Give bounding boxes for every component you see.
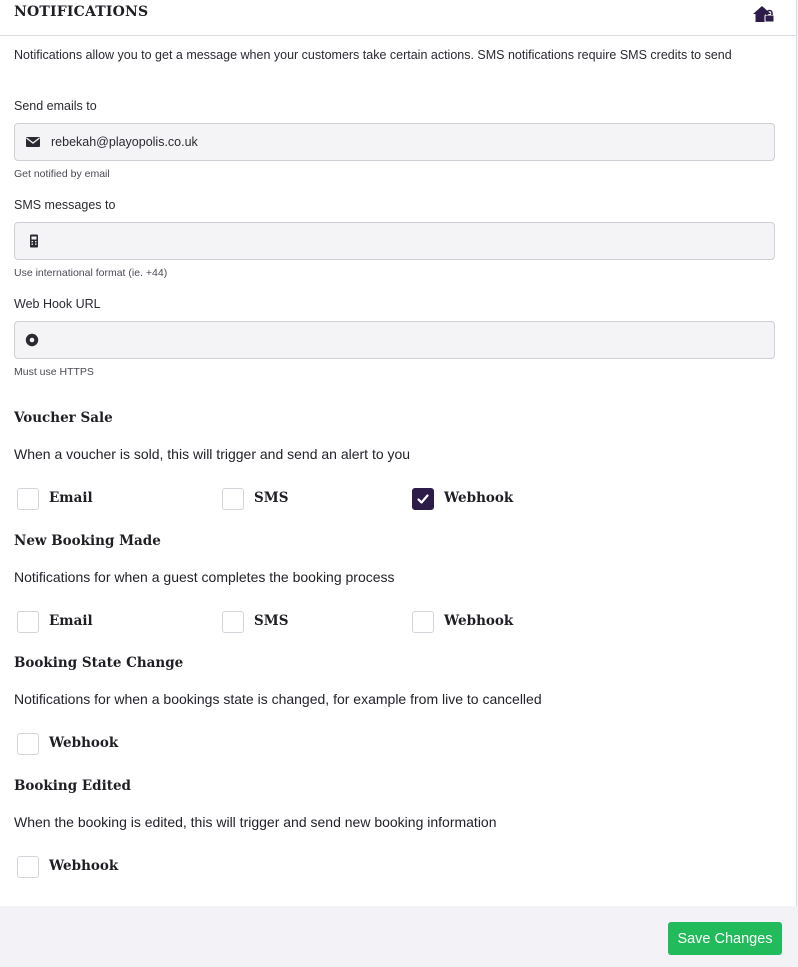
new-booking-sms-checkbox[interactable] [222, 611, 244, 633]
email-field-wrapper [14, 123, 775, 161]
page-title: NOTIFICATIONS [14, 4, 149, 20]
checkmark-icon [416, 492, 430, 506]
booking-state-change-webhook-checkbox[interactable] [17, 733, 39, 755]
voucher-sale-webhook-checkbox[interactable] [412, 488, 434, 510]
sms-field-label: SMS messages to [14, 198, 116, 212]
booking-edited-webhook-checkbox[interactable] [17, 856, 39, 878]
section-desc-booking-state-change: Notifications for when a bookings state is changed, for example from live to cancelled [14, 691, 542, 707]
section-desc-voucher-sale: When a voucher is sold, this will trigger and send an alert to you [14, 446, 411, 462]
voucher-sale-email-option[interactable] [17, 488, 137, 512]
webhook-field-wrapper [14, 321, 775, 359]
email-field[interactable] [51, 124, 761, 160]
panel-header [0, 0, 797, 36]
voucher-sale-email-label: Email [49, 490, 93, 506]
section-title-booking-state-change: Booking State Change [14, 655, 184, 671]
voucher-sale-sms-checkbox[interactable] [222, 488, 244, 510]
voucher-sale-email-checkbox[interactable] [17, 488, 39, 510]
new-booking-email-label: Email [49, 613, 93, 629]
new-booking-email-option[interactable] [17, 611, 137, 635]
sms-field[interactable] [51, 223, 761, 259]
home-lock-icon[interactable] [752, 4, 776, 24]
new-booking-webhook-checkbox[interactable] [412, 611, 434, 633]
email-field-label: Send emails to [14, 99, 97, 113]
mobile-phone-icon [25, 234, 41, 248]
voucher-sale-webhook-option[interactable] [412, 488, 552, 512]
booking-state-change-webhook-option[interactable] [17, 733, 157, 757]
webhook-url-field[interactable] [51, 322, 761, 358]
booking-edited-webhook-label: Webhook [49, 858, 119, 874]
dot-circle-icon [25, 333, 41, 347]
section-title-new-booking: New Booking Made [14, 533, 161, 549]
email-hint: Get notified by email [14, 168, 110, 180]
section-desc-booking-edited: When the booking is edited, this will trigger and send new booking information [14, 814, 497, 830]
voucher-sale-sms-option[interactable] [222, 488, 342, 512]
new-booking-sms-option[interactable] [222, 611, 342, 635]
save-changes-button[interactable]: Save Changes [668, 922, 782, 955]
section-desc-new-booking: Notifications for when a guest completes the booking process [14, 569, 395, 585]
sms-hint: Use international format (ie. +44) [14, 267, 168, 279]
intro-text: Notifications allow you to get a message when your customers take certain actions. SMS notifications require SMS credits to send [14, 48, 732, 62]
section-title-voucher-sale: Voucher Sale [14, 410, 113, 426]
voucher-sale-sms-label: SMS [254, 490, 289, 506]
new-booking-webhook-option[interactable] [412, 611, 552, 635]
new-booking-webhook-label: Webhook [444, 613, 514, 629]
section-title-booking-edited: Booking Edited [14, 778, 131, 794]
new-booking-email-checkbox[interactable] [17, 611, 39, 633]
envelope-icon [25, 135, 41, 149]
webhook-field-label: Web Hook URL [14, 297, 101, 311]
booking-edited-webhook-option[interactable] [17, 856, 157, 880]
voucher-sale-webhook-label: Webhook [444, 490, 514, 506]
webhook-hint: Must use HTTPS [14, 366, 94, 378]
sms-field-wrapper [14, 222, 775, 260]
new-booking-sms-label: SMS [254, 613, 289, 629]
booking-state-change-webhook-label: Webhook [49, 735, 119, 751]
